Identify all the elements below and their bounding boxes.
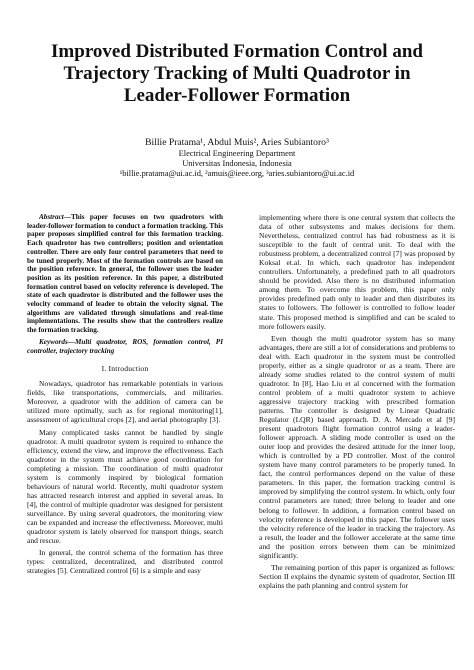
author-emails: ¹billie.pratama@ui.ac.id, ²amuis@ieee.org, ³aries.subiantoro@ui.ac.id [119,169,355,178]
author-department: Electrical Engineering Department [178,149,296,158]
keywords-text: —Multi quadrotor, ROS, formation control, PI controller, trajectory tracking [27,337,223,355]
body-paragraph: Many complicated tasks cannot be handled by single quadrotor. A multi quadrotor system is required to enhance the efficiency, extend the view, and improve the effectiveness. Each quadrotor in the system must achieve good coordination for completing a mission. The coordination of multi quadrotor system is commonly inspired by biological formation behaviours of natural world. Recently, multi quadrotor system has attracted research interest and applied in several areas. In [4], the control of multiple quadrotor was designed for persistent surveillance. By using several quadrotors, the monitoring view can be expanded and increase the effectiveness. Moreover, multi quadrotor system is lately observed for transport things, search and rescue. [27,427,223,546]
body-paragraph: Nowadays, quadrotor has remarkable potentials in various fields, like transportations, commercials, and militaries. Moreover, a quadrotor with the addition of camera can be utilized more optimally, such as for regional monitoring[1], assessment of agricultural crops [2], and aerial photography [3]. [27,379,223,425]
abstract [27,213,223,335]
body-paragraph: implementing where there is one central system that collects the data of other subsystems and makes decisions for them. Nevertheless, centralized control has bad robustness as it is susceptible to the fault of central unit. To deal with the robustness problem, a decentralized control [7] was proposed by Koksal et.al. In which, each quadrotor has independent controllers. Unfortunately, a predefined path to all quadrotors should be provided. Also there is no distributed information among them. To overcome this problem, this paper only provides predefined path only to leader and then distributes its states to followers. The follower is controlled to follow leader state. This proposed method is simplified and can be scaled to more followers easily. [259,213,455,331]
abstract-label: Abstract [39,213,64,221]
keywords [27,338,223,355]
right-column [259,213,455,593]
body-paragraph: In general, the control schema of the formation has three types: centralized, decentralized, and distributed control strategies [5]. Centralized control [6] is a simple and easy [27,548,223,576]
abstract-text: —This paper focuses on two quadrotors with leader-follower formation to conduct a formation tracking. This paper proposes simplified control for this formation tracking. Each quadrotor has two controllers; position and orientation controller. There are only four control parameters that need to be tuned properly. Most of the formation controls are based on the position reference. In general, the follower uses the leader position as its position reference. In this paper, a distributed formation control based on velocity reference is developed. The state of each quadrotor is distributed and the follower uses the velocity command of leader to obtain the velocity signal. The algorithms are validated through simulations and real-time implementations. The results show that the controllers realize the formation tracking. [27,213,223,335]
keywords-label: Keywords [39,337,68,346]
body-paragraph: The remaining portion of this paper is organized as follows: Section II explains the dynamic system of quadrotor, Section III explains the path planning and control system for [259,562,455,590]
author-names: Billie Pratama¹, Abdul Muis², Aries Subiantoro³ [145,137,329,148]
body-paragraph: Even though the multi quadrotor system has so many advantages, there are still a lot of considerations and problems to deal with. Each quadrotor in the system must be controlled properly, either as a single quadrotor or as a team. There are already some studies related to the control system of multi quadrotor. In [8], Hao Liu et al concerned with the formation control problem of a multi quadrotor system to achieve aggressive trajectory tracking with prescribed formation patterns. The controller is designed by Linear Quadratic Regulator (LQR) based approach. D. A. Mercado et al [9] present quadrotors flight formation control using a leader-follower approach. A sliding mode controller is used on the outer loop and provides the desired attitude for the inner loop, which is controlled by a PD controller. Most of the control system have many control parameters to be properly tuned. In fact, the control performances depend on the value of these parameters. In this paper, the formation tracking control is improved by simplifying the control system. In which, only four control parameters are tuned; three belong to leader and one belong to follower. In addition, a formation control based on velocity reference is developed in this paper. The follower uses the velocity reference of the leader in tracking the trajectory. As a result, the leader and the follower accelerate at the same time and the position errors between them can be minimized significantly. [259,333,455,560]
left-column [27,213,223,578]
author-block [60,137,414,179]
author-university: Universitas Indonesia, Indonesia [182,159,292,168]
section-heading-introduction: I. Introduction [101,364,149,374]
paper-title: Improved Distributed Formation Control and Trajectory Tracking of Multi Quadrotor in Leader-Follower Formation [51,41,423,106]
